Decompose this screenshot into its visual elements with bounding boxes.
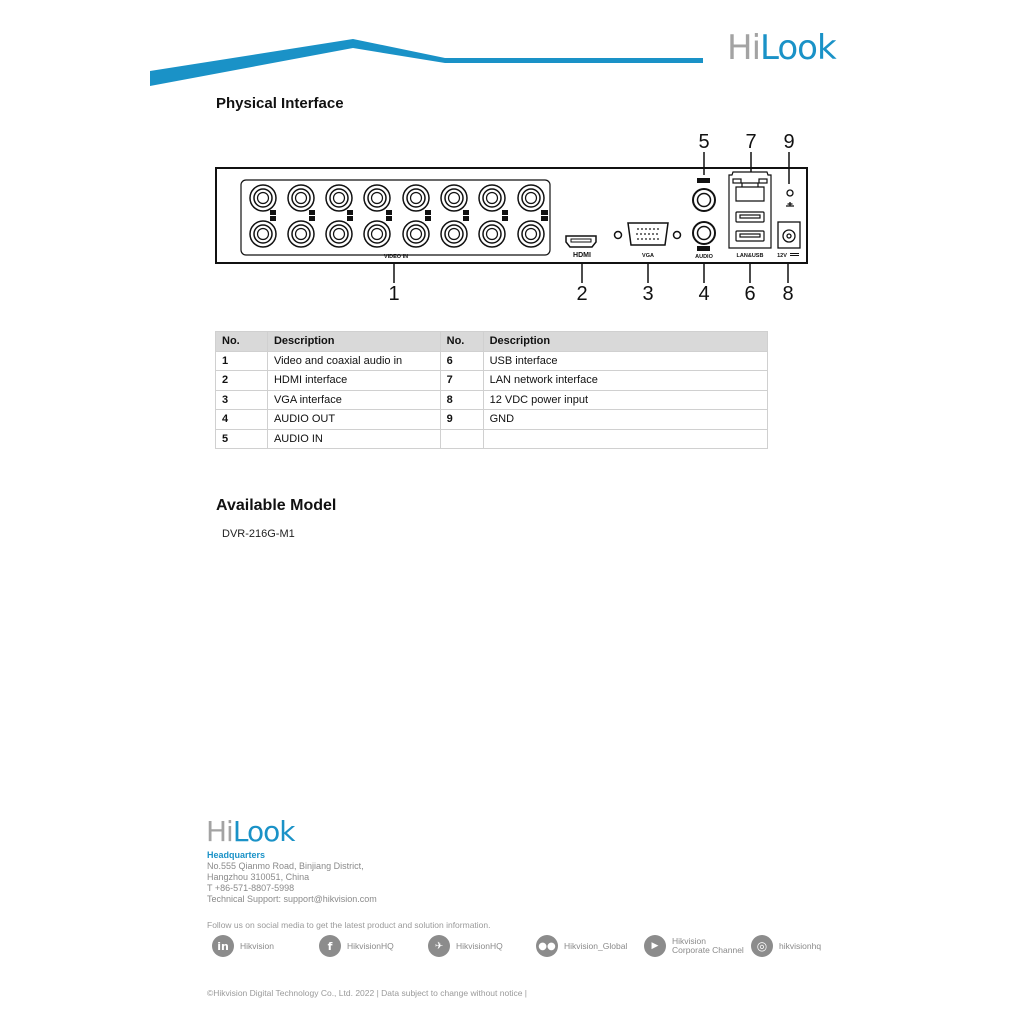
table-row: [216, 410, 768, 430]
table-row: [216, 390, 768, 410]
callout-5: 5: [698, 131, 710, 153]
cell-description: HDMI interface: [267, 371, 440, 391]
cell-description: AUDIO IN: [267, 429, 440, 449]
header-description-1: Description: [267, 332, 440, 352]
social-label: HikvisionHQ: [347, 941, 394, 951]
header-no-1: No.: [216, 332, 268, 352]
cell-description: AUDIO OUT: [267, 410, 440, 430]
social-linkedin[interactable]: [212, 935, 274, 957]
social-label: Hikvision_Global: [564, 941, 628, 951]
social-twitter[interactable]: [428, 935, 503, 957]
linkedin-icon: in: [212, 935, 234, 957]
panel-outline: [216, 168, 807, 263]
table-row: [216, 351, 768, 371]
hq-title: Headquarters: [207, 850, 266, 860]
social-label-line2: Corporate Channel: [672, 945, 744, 955]
vga-pins: [636, 228, 659, 240]
hq-address-line2: Hangzhou 310051, China: [207, 872, 310, 882]
hdmi-port: [566, 236, 596, 247]
audio-out-port: [693, 222, 715, 244]
cell-no: 2: [216, 371, 268, 391]
vga-port: [615, 223, 681, 245]
hq-phone: T +86-571-8807-5998: [207, 883, 295, 893]
model-name: DVR-216G-M1: [222, 528, 295, 540]
lan-usb-label: LAN&USB: [736, 253, 764, 259]
footer-hilook-logo: [206, 815, 294, 848]
youtube-icon: ▶: [644, 935, 666, 957]
cell-description: LAN network interface: [483, 371, 767, 391]
power-label: 12V: [777, 253, 787, 259]
audio-in-port: [693, 189, 715, 211]
table-row: [216, 429, 768, 449]
cell-description: USB interface: [483, 351, 767, 371]
social-facebook[interactable]: [319, 935, 394, 957]
social-label-line1: Hikvision: [672, 935, 707, 946]
cell-no: 8: [440, 390, 483, 410]
cell-description: Video and coaxial audio in: [267, 351, 440, 371]
callout-2: 2: [576, 283, 588, 305]
cell-no: 3: [216, 390, 268, 410]
headquarters-block: [207, 850, 377, 905]
callout-9: 9: [783, 131, 795, 153]
bnc-connectors: [250, 185, 544, 247]
audio-out-tag: [697, 246, 710, 251]
cell-no: [440, 429, 483, 449]
cell-no: 6: [440, 351, 483, 371]
vga-label: VGA: [642, 253, 654, 259]
copyright-text: ©Hikvision Digital Technology Co., Ltd. 2022 | Data subject to change without notice |: [207, 988, 528, 998]
cell-no: 5: [216, 429, 268, 449]
callout-4: 4: [698, 283, 710, 305]
social-label: hikvisionhq: [779, 941, 822, 951]
cell-no: 1: [216, 351, 268, 371]
social-label: HikvisionHQ: [456, 941, 503, 951]
section-title-physical-interface: Physical Interface: [216, 95, 344, 112]
hq-support: Technical Support: support@hikvision.com: [207, 894, 377, 904]
logo-hi: Hi: [727, 28, 761, 68]
video-in-label: VIDEO IN: [383, 254, 409, 260]
callout-numbers: [388, 131, 794, 305]
cell-no: 4: [216, 410, 268, 430]
interface-table: [215, 331, 768, 449]
cell-no: 7: [440, 371, 483, 391]
gnd-terminal: [786, 190, 794, 206]
logo-hi: Hi: [206, 815, 233, 848]
social-label: Hikvision: [240, 941, 275, 951]
wechat-icon: ●●: [536, 935, 558, 957]
header-no-2: No.: [440, 332, 483, 352]
callout-7: 7: [745, 131, 757, 153]
instagram-icon: ◎: [751, 935, 773, 957]
callout-1: 1: [388, 283, 400, 305]
cell-no: 9: [440, 410, 483, 430]
table-row: [216, 371, 768, 391]
table-header-row: [216, 332, 768, 352]
social-instagram[interactable]: [751, 935, 821, 957]
cell-description: VGA interface: [267, 390, 440, 410]
follow-text: Follow us on social media to get the latest product and solution information.: [207, 920, 491, 930]
callout-8: 8: [782, 283, 794, 305]
lan-usb-block: [729, 172, 771, 248]
facebook-icon: f: [319, 935, 341, 957]
logo-look: Look: [760, 28, 836, 68]
power-port: [778, 222, 800, 248]
rear-panel-diagram: [0, 0, 1024, 320]
audio-label: AUDIO: [695, 254, 713, 260]
channel-tags: [270, 210, 548, 221]
logo-look: Look: [232, 815, 295, 848]
section-title-available-model: Available Model: [216, 497, 337, 514]
cell-description: [483, 429, 767, 449]
callout-3: 3: [642, 283, 654, 305]
twitter-icon: ✈: [428, 935, 450, 957]
social-youtube[interactable]: [644, 935, 744, 957]
cell-description: 12 VDC power input: [483, 390, 767, 410]
header-description-2: Description: [483, 332, 767, 352]
cell-description: GND: [483, 410, 767, 430]
hq-address-line1: No.555 Qianmo Road, Binjiang District,: [207, 861, 364, 871]
social-wechat[interactable]: [536, 935, 627, 957]
callout-6: 6: [744, 283, 756, 305]
audio-in-tag: [697, 178, 710, 183]
hdmi-label: HDMI: [573, 252, 591, 259]
